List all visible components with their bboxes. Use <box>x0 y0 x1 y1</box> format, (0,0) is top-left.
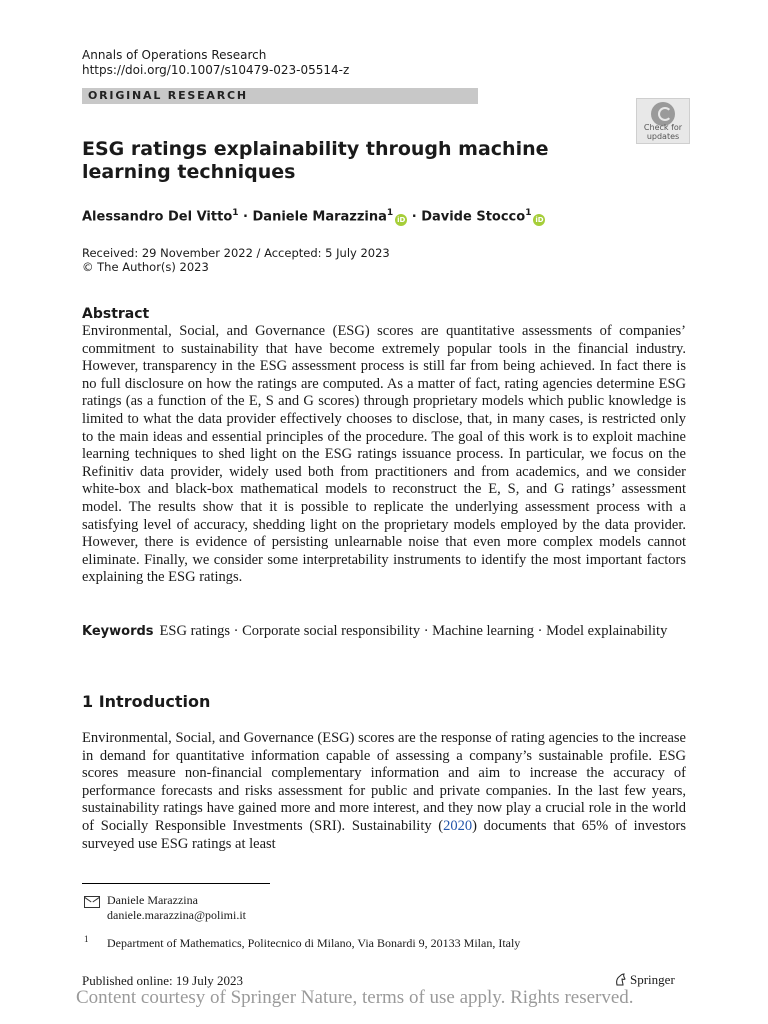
citation-link[interactable]: 2020 <box>443 817 473 834</box>
received-accepted-dates: Received: 29 November 2022 / Accepted: 5 July 2023 <box>82 246 390 260</box>
copyright-line: © The Author(s) 2023 <box>82 260 209 274</box>
affiliation-number: 1 <box>84 934 89 944</box>
doi-link[interactable]: https://doi.org/10.1007/s10479-023-05514-z <box>82 63 350 77</box>
journal-header <box>82 48 349 78</box>
journal-name: Annals of Operations Research <box>82 48 267 62</box>
abstract-text: Environmental, Social, and Governance (ESG) scores are quantitative assessments of companies’ commitment to sustainability that have become extremely popular tools in the financial industry. However, transparency in the ESG assessment process is still far from being achieved. In fact there is no full disclosure on how the ratings are computed. As a matter of fact, rating agencies determine ESG ratings (as a function of the E, S and G scores) through proprietary models which public knowledge is limited to what the data provider effectively chooses to disclose, that, in many cases, is restricted only to the main ideas and essential principles of the procedure. The goal of this work is to exploit machine learning techniques to shed light on the ESG ratings issuance process. In particular, we focus on the Refinitiv data provider, widely used both from practitioners and from academics, and we consider white-box and black-box mathematical models to reconstruct the E, S, and G ratings’ assessment model. The results show that it is possible to replicate the underlying assessment process with a satisfying level of accuracy, shedding light on the proprietary models employed by the data provider. However, there is evidence of persisting unlearnable noise that even more complex models cannot eliminate. Finally, we consider some interpretability instruments to identify the most important factors explaining the ESG ratings. <box>82 323 686 586</box>
corresponding-author-email[interactable]: daniele.marazzina@polimi.it <box>107 908 246 922</box>
section-label: ORIGINAL RESEARCH <box>88 89 248 102</box>
corresponding-author-name: Daniele Marazzina <box>107 893 198 907</box>
keywords <box>82 623 686 641</box>
author-affiliation-sup: 1 <box>386 208 394 218</box>
corresponding-author <box>107 893 246 923</box>
author-affiliation-sup: 1 <box>525 208 532 218</box>
introduction-text <box>82 730 686 853</box>
check-for-updates-label: Check for updates <box>643 123 683 141</box>
section-heading-introduction: 1 Introduction <box>82 692 211 711</box>
section-bar <box>82 88 478 104</box>
courtesy-watermark: Content courtesy of Springer Nature, terms of use apply. Rights reserved. <box>76 987 634 1008</box>
introduction-text-part: ) documents that 65% of investors surveyed use ESG ratings at least <box>82 817 686 852</box>
keywords-text: ESG ratings · Corporate social responsibility · Machine learning · Model explainability <box>159 623 668 639</box>
author-name[interactable]: Daniele Marazzina <box>252 209 387 225</box>
check-for-updates-badge[interactable] <box>636 98 690 144</box>
author-name[interactable]: Davide Stocco <box>421 209 526 225</box>
orcid-icon[interactable]: iD <box>535 216 544 225</box>
footnote-divider <box>82 883 270 884</box>
springer-logo <box>614 972 675 988</box>
affiliation: Department of Mathematics, Politecnico di Milano, Via Bonardi 9, 20133 Milan, Italy <box>107 936 521 950</box>
abstract-heading: Abstract <box>82 306 150 322</box>
article-dates <box>82 246 390 274</box>
author-name[interactable]: Alessandro Del Vitto <box>82 209 233 225</box>
published-date: Published online: 19 July 2023 <box>82 973 244 988</box>
springer-horse-icon <box>614 973 626 986</box>
springer-label: Springer <box>630 972 675 987</box>
author-separator: · <box>238 209 253 225</box>
author-affiliation-sup: 1 <box>232 208 239 218</box>
author-separator: · <box>407 209 422 225</box>
author-list <box>82 208 545 226</box>
keywords-label: Keywords <box>82 624 154 639</box>
orcid-icon[interactable]: iD <box>397 216 406 225</box>
article-title: ESG ratings explainability through machine learning techniques <box>82 138 549 183</box>
introduction-text-part: Environmental, Social, and Governance (ESG) scores are the response of rating agencies to the increase in demand for quantitative information capable of assessing a company’s sustainable profile. ESG scores measure non-financial complementary information and aim to increase the accuracy of performance forecasts and risks assessment for public and private companies. In the last few years, sustainability ratings have gained more and more interest, and they now play a crucial role in the world of Socially Responsible Investments (SRI). Sustainability ( <box>82 730 686 834</box>
envelope-icon <box>84 896 100 908</box>
